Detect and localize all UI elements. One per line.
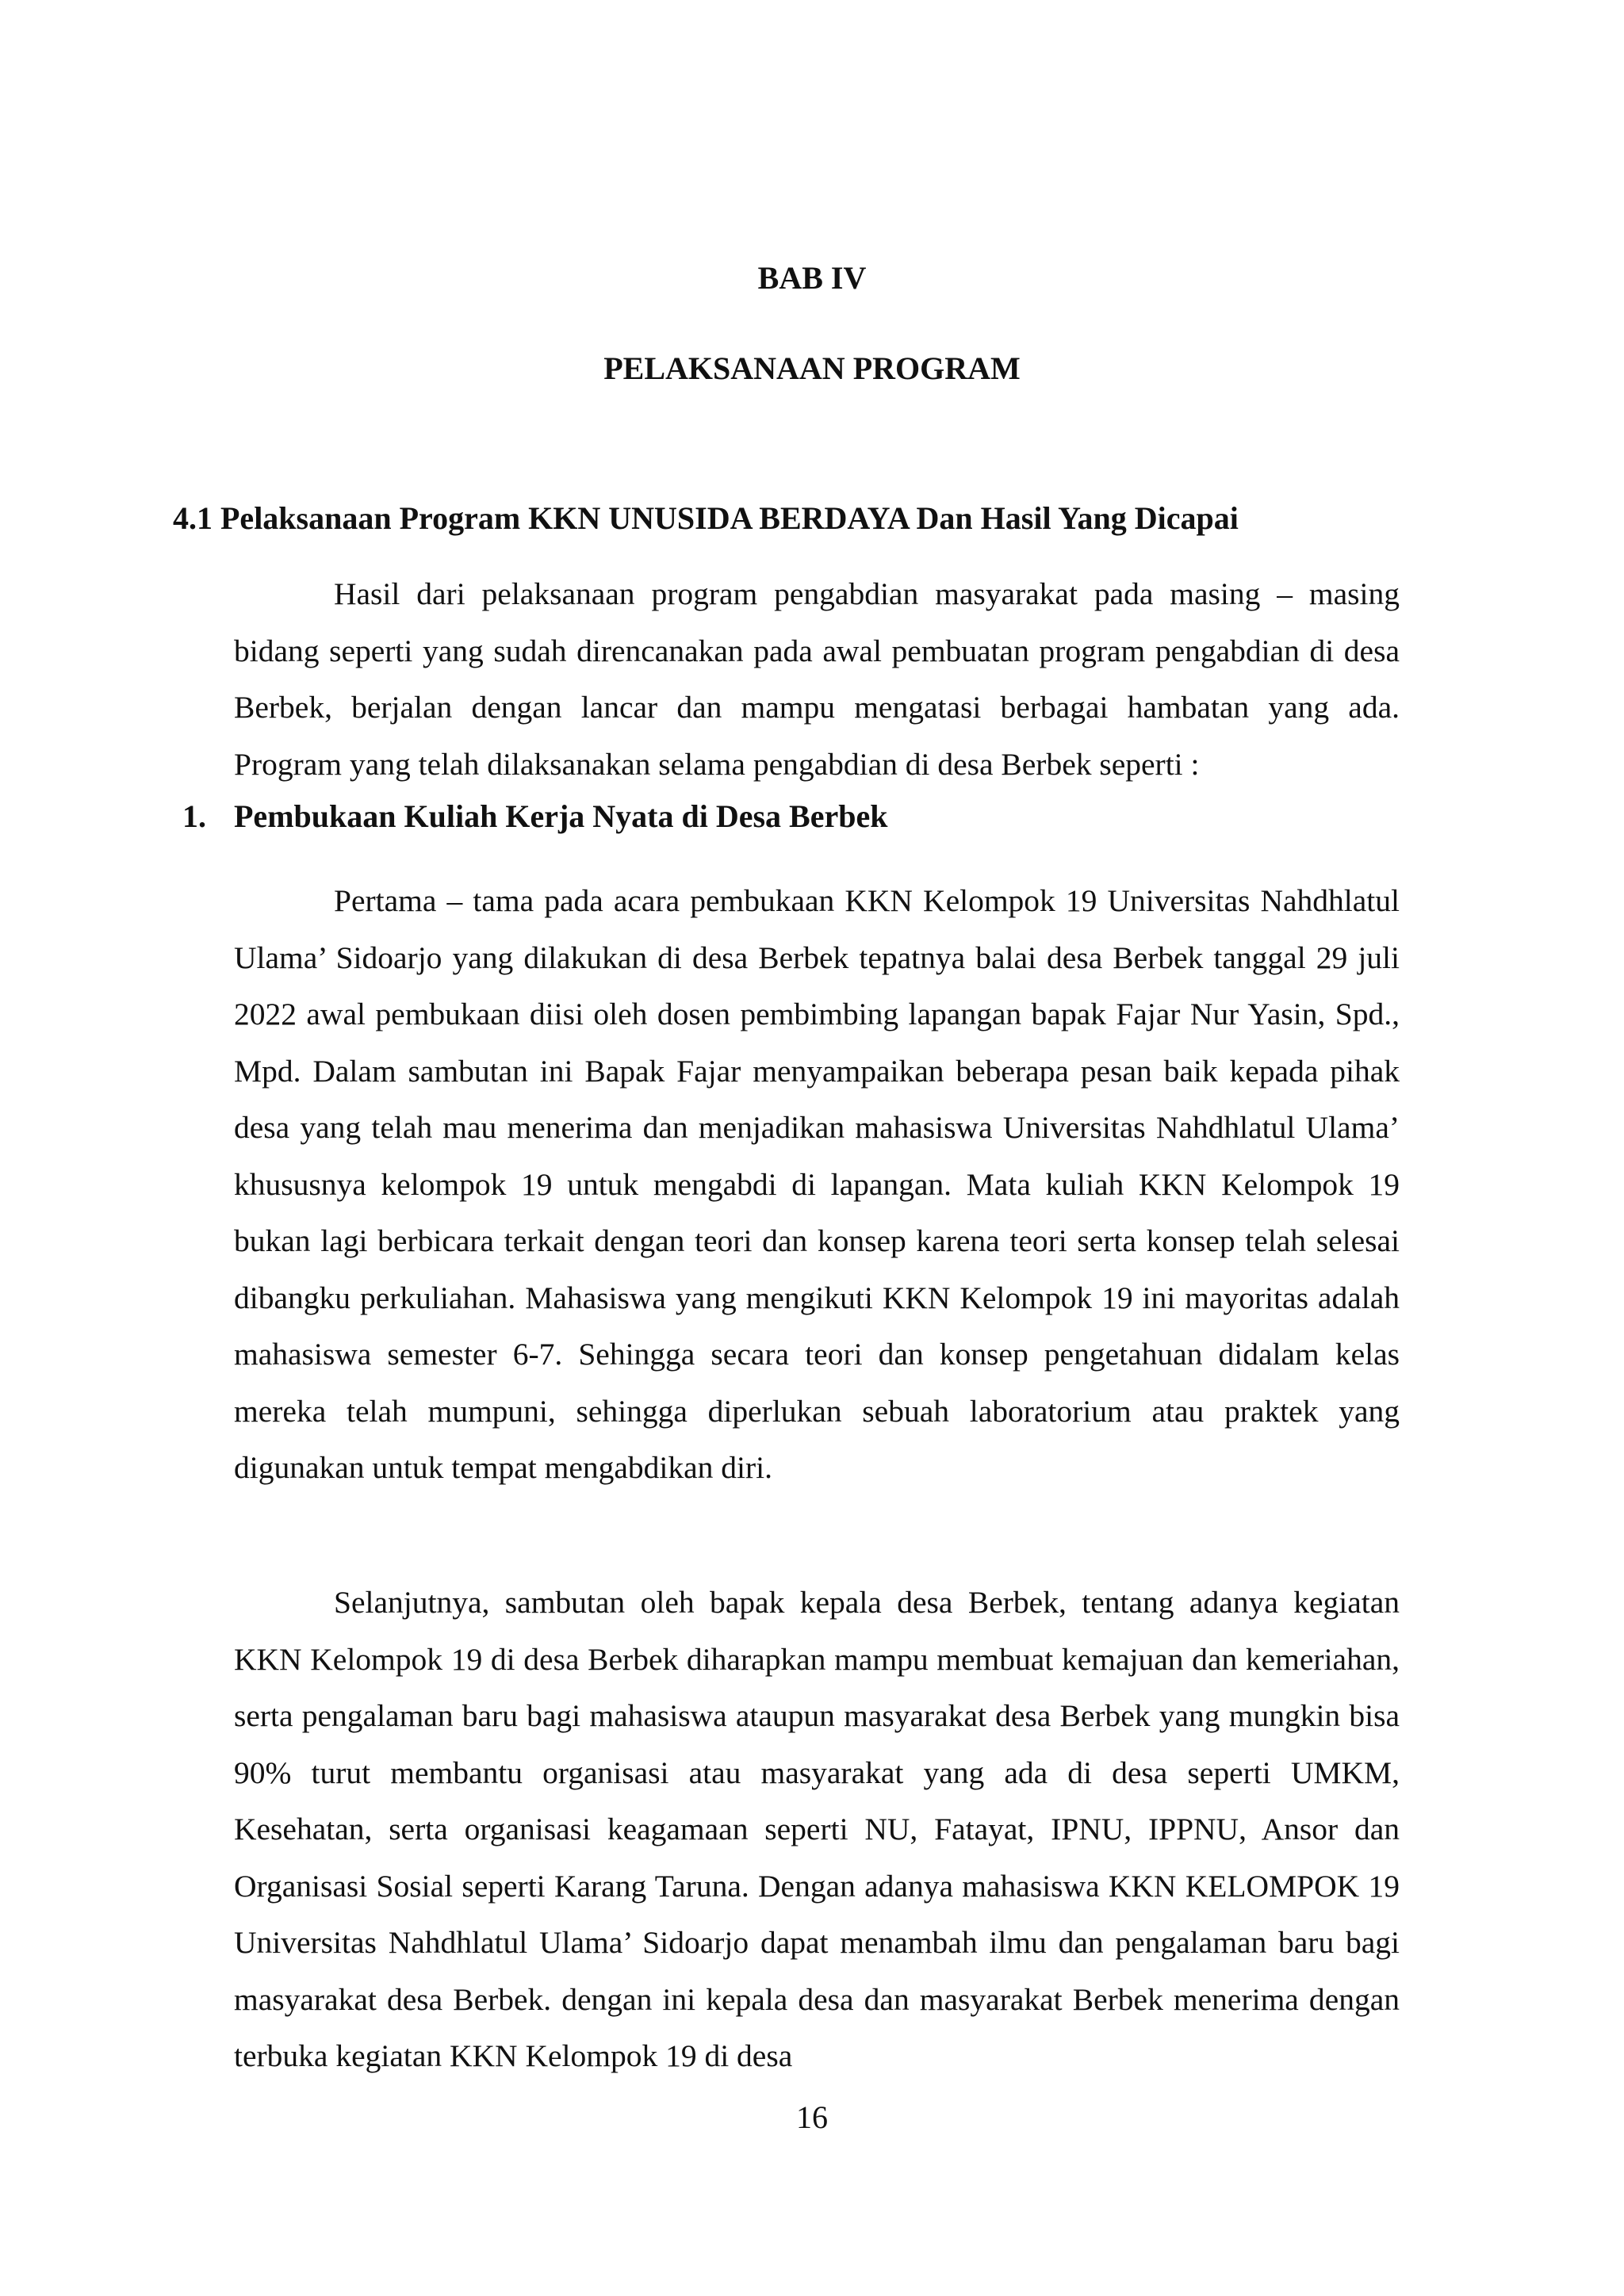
body-paragraph-2: Selanjutnya, sambutan oleh bapak kepala desa Berbek, tentang adanya kegiatan KKN Kelompok 19 di desa Berbek diharapkan mampu membuat kemajuan dan kemeriahan, serta pengalaman baru bagi mahasiswa ataupun masyarakat desa Berbek yang mungkin bisa 90% turut membantu organisasi atau masyarakat yang ada di desa seperti UMKM, Kesehatan, serta organisasi keagamaan seperti NU, Fatayat, IPNU, IPPNU, Ansor dan Organisasi Sosial seperti Karang Taruna. Dengan adanya mahasiswa KKN KELOMPOK 19 Universitas Nahdhlatul Ulama’ Sidoarjo dapat menambah ilmu dan pengalaman baru bagi masyarakat desa Berbek. dengan ini kepala desa dan masyarakat Berbek menerima dengan terbuka kegiatan KKN Kelompok 19 di desa <box>234 1585 1400 2073</box>
section-heading: 4.1 Pelaksanaan Program KKN UNUSIDA BERDAYA Dan Hasil Yang Dicapai <box>173 500 1239 536</box>
chapter-label: BAB IV <box>757 260 867 296</box>
chapter-title: PELAKSANAAN PROGRAM <box>603 350 1021 386</box>
intro-paragraph: Hasil dari pelaksanaan program pengabdian masyarakat pada masing – masing bidang seperti yang sudah direncanakan pada awal pembuatan program pengabdian di desa Berbek, berjalan dengan lancar dan mampu mengatasi berbagai hambatan yang ada. Program yang telah dilaksanakan selama pengabdian di desa Berbek seperti : <box>234 576 1400 782</box>
page-number: 16 <box>796 2099 828 2135</box>
list-item-heading <box>182 798 1404 836</box>
list-item-title: Pembukaan Kuliah Kerja Nyata di Desa Berbek <box>234 798 888 834</box>
body-paragraph-1: Pertama – tama pada acara pembukaan KKN Kelompok 19 Universitas Nahdhlatul Ulama’ Sidoarjo yang dilakukan di desa Berbek tepatnya balai desa Berbek tanggal 29 juli 2022 awal pembukaan diisi oleh dosen pembimbing lapangan bapak Fajar Nur Yasin, Spd., Mpd. Dalam sambutan ini Bapak Fajar menyampaikan beberapa pesan baik kepada pihak desa yang telah mau menerima dan menjadikan mahasiswa Universitas Nahdhlatul Ulama’ khususnya kelompok 19 untuk mengabdi di lapangan. Mata kuliah KKN Kelompok 19 bukan lagi berbicara terkait dengan teori dan konsep karena teori serta konsep telah selesai dibangku perkuliahan. Mahasiswa yang mengikuti KKN Kelompok 19 ini mayoritas adalah mahasiswa semester 6-7. Sehingga secara teori dan konsep pengetahuan didalam kelas mereka telah mumpuni, sehingga diperlukan sebuah laboratorium atau praktek yang digunakan untuk tempat mengabdikan diri. <box>234 883 1400 1485</box>
list-item-number: 1. <box>182 798 206 834</box>
